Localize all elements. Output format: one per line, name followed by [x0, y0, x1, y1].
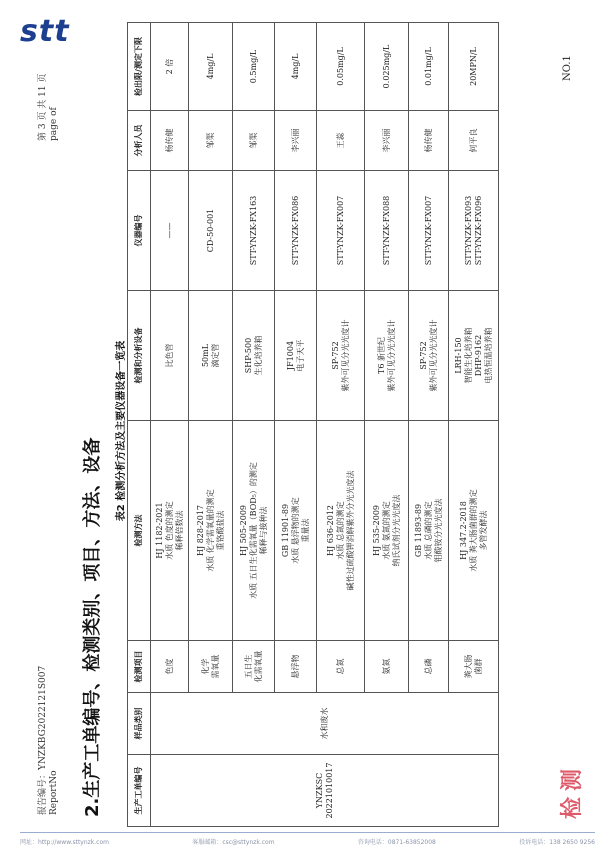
header-method: 检测方法 — [128, 421, 151, 641]
method-cell — [189, 421, 233, 641]
item-cell — [275, 641, 317, 693]
cell-line: 多管发酵法 — [478, 510, 488, 551]
page-footer — [20, 832, 595, 846]
item-cell — [317, 641, 365, 693]
table-caption: 表2 检测分析方法及主要仪器设备一览表 — [116, 340, 127, 522]
cell-line: 钼酸铵分光光度法 — [433, 498, 443, 563]
cell-line: 化需氧量 — [253, 650, 263, 683]
cell-line: —— — [164, 222, 174, 239]
analyst-cell: 李兴丽 — [275, 111, 317, 171]
page-info — [38, 74, 60, 141]
limit-cell: 2 倍 — [151, 23, 189, 111]
header-sample-type: 样品类别 — [128, 693, 151, 755]
cell-line: 电热恒温培养箱 — [483, 327, 493, 384]
cell-line: 比色管 — [164, 343, 174, 368]
limit-cell: 4mg/L — [189, 23, 233, 111]
method-cell — [275, 421, 317, 641]
instrument-cell — [275, 171, 317, 291]
method-cell — [233, 421, 275, 641]
cell-line: 水质 悬浮物的测定 — [290, 497, 300, 564]
cell-line: 滴定管 — [210, 343, 220, 368]
analyst-cell: 何平良 — [449, 111, 499, 171]
instrument-cell — [151, 171, 189, 291]
page-info-sub: page of — [49, 107, 59, 141]
report-number-label: 报告编号：YNZKBG2022121S007 — [38, 665, 48, 815]
limit-cell: 0.05mg/L — [317, 23, 365, 111]
cell-line: SP-752 — [330, 341, 340, 370]
cell-line: SHP-500 — [243, 337, 253, 374]
cell-line: 纳氏试剂分光光度法 — [391, 494, 401, 567]
stamp-mark: 检测 — [560, 762, 585, 819]
instrument-cell — [409, 171, 449, 291]
footer-complaint: 投诉电话：138 2650 9256 — [519, 839, 595, 846]
instrument-cell — [233, 171, 275, 291]
cell-line: HJ 535-2009 — [371, 504, 381, 557]
item-cell — [189, 641, 233, 693]
header-analyst: 分析人员 — [128, 111, 151, 171]
item-cell — [409, 641, 449, 693]
equipment-cell — [233, 291, 275, 421]
page-info-label: 第 3 页 共 11 页 — [38, 73, 48, 141]
cell-line: LRH-150 — [453, 337, 463, 374]
method-cell — [151, 421, 189, 641]
cell-line: GB 11901-89 — [280, 503, 290, 558]
cell-line: HJ 505-2009 — [238, 504, 248, 557]
cell-line: 氨氮 — [381, 658, 391, 675]
analyst-cell: 杨传健 — [151, 111, 189, 171]
header-item: 检测项目 — [128, 641, 151, 693]
cell-line: 粪大肠 — [463, 654, 473, 679]
cell-line: 悬浮物 — [290, 654, 300, 679]
header-equipment: 检测和分析设备 — [128, 291, 151, 421]
cell-line: 水质 五日生化需氧量（BOD₅）的测定 — [248, 462, 258, 599]
instrument-cell — [317, 171, 365, 291]
cell-line: HJ 636-2012 — [325, 504, 335, 557]
header-instrument-no: 仪器编号 — [128, 171, 151, 291]
header-order-no: 生产工单编号 — [128, 755, 151, 827]
cell-line: 化学 — [200, 658, 210, 675]
report-number-sub: ReportNo — [49, 770, 59, 815]
limit-cell: 0.025mg/L — [365, 23, 409, 111]
footer-email[interactable]: 客服邮箱：csc@sttynzk.com — [192, 839, 275, 846]
cell-line: 稀释与接种法 — [258, 506, 268, 555]
analyst-cell: 王蕊 — [317, 111, 365, 171]
cell-line: 20221010017 — [324, 762, 334, 819]
footer-website[interactable]: 网址：http://www.sttynzk.com — [20, 839, 109, 846]
header-limit: 检出限/测定下限 — [128, 23, 151, 111]
equipment-cell — [409, 291, 449, 421]
report-number — [38, 666, 60, 815]
limit-cell: 0.5mg/L — [233, 23, 275, 111]
item-cell — [449, 641, 499, 693]
limit-cell: 0.01mg/L — [409, 23, 449, 111]
cell-line: 水质 氨氮的测定 — [381, 501, 391, 560]
item-cell — [365, 641, 409, 693]
equipment-cell — [189, 291, 233, 421]
method-equipment-table — [127, 22, 499, 827]
cell-line: STT-YNZK-FX096 — [473, 195, 483, 266]
analyst-cell: 邹渠 — [189, 111, 233, 171]
cell-line: 紫外可见分光光度计 — [428, 319, 438, 392]
analyst-cell: 杨传健 — [409, 111, 449, 171]
method-cell — [449, 421, 499, 641]
sample-type-cell: 水和废水 — [151, 693, 499, 755]
cell-line: 水质 总磷的测定 — [423, 501, 433, 560]
footer-phone: 咨询电话：0871-63852008 — [357, 839, 436, 846]
equipment-cell — [151, 291, 189, 421]
cell-line: 生化培养箱 — [253, 335, 263, 376]
cell-line: 碱性过硫酸钾消解紫外分光光度法 — [345, 470, 355, 591]
cell-line: STT-YNZK-FX088 — [381, 195, 391, 266]
cell-line: 稀释倍数法 — [174, 510, 184, 551]
equipment-cell — [317, 291, 365, 421]
analyst-cell: 李兴丽 — [365, 111, 409, 171]
cell-line: 50mL — [200, 343, 210, 368]
cell-line: GB 11893-89 — [413, 503, 423, 558]
cell-line: HJ 828-2017 — [195, 504, 205, 557]
cell-line: 电子天平 — [295, 339, 305, 372]
instrument-cell — [449, 171, 499, 291]
instrument-cell — [365, 171, 409, 291]
order-number-cell — [151, 755, 499, 827]
cell-line: STT-YNZK-FX093 — [463, 195, 473, 266]
item-cell — [151, 641, 189, 693]
method-cell — [409, 421, 449, 641]
cell-line: 重量法 — [300, 518, 310, 543]
cell-line: STT-YNZK-FX086 — [290, 195, 300, 266]
table-row — [151, 23, 189, 827]
cell-line: 水质 化学需氧量的测定 — [205, 489, 215, 572]
cell-line: 智能生化培养箱 — [463, 327, 473, 384]
cell-line: 总氮 — [335, 658, 345, 675]
cell-line: 总磷 — [423, 658, 433, 675]
cell-line: 重铬酸盐法 — [215, 510, 225, 551]
cell-line: 紫外可见分光光度计 — [386, 319, 396, 392]
cell-line: 菌群 — [473, 658, 483, 675]
equipment-cell — [365, 291, 409, 421]
cell-line: 五日生 — [243, 654, 253, 679]
method-cell — [365, 421, 409, 641]
instrument-cell — [189, 171, 233, 291]
serial-number: NO.1 — [562, 55, 573, 81]
section-title: 2.生产工单编号、检测类别、项目、方法、设备 — [82, 437, 103, 817]
table-header-row — [128, 23, 151, 827]
company-logo: stt — [20, 14, 70, 49]
cell-line: HJ 347.2-2018 — [458, 501, 468, 560]
limit-cell: 4mg/L — [275, 23, 317, 111]
equipment-cell — [275, 291, 317, 421]
cell-line: SP-752 — [418, 341, 428, 370]
cell-line: CD-50-001 — [205, 208, 215, 253]
cell-line: 色度 — [164, 658, 174, 675]
cell-line: 水质 色度的测定 — [164, 501, 174, 560]
cell-line: 需氧量 — [210, 654, 220, 679]
cell-line: HJ 1182-2021 — [154, 502, 164, 559]
limit-cell: 20MPN/L — [449, 23, 499, 111]
equipment-cell — [449, 291, 499, 421]
cell-line: 水质 粪大肠菌群的测定 — [468, 489, 478, 572]
cell-line: YNZKSC — [314, 772, 324, 809]
cell-line: T6 新世纪 — [376, 337, 386, 374]
cell-line: STT-YNZK-FX007 — [335, 195, 345, 266]
item-cell — [233, 641, 275, 693]
method-cell — [317, 421, 365, 641]
analyst-cell: 邹渠 — [233, 111, 275, 171]
cell-line: 紫外可见分光光度计 — [340, 319, 350, 392]
cell-line: STT-YNZK-FX163 — [248, 195, 258, 266]
cell-line: DHP-9162 — [473, 334, 483, 377]
cell-line: 水质 总氮的测定 — [335, 501, 345, 560]
cell-line: JF1004 — [285, 340, 295, 371]
cell-line: STT-YNZK-FX007 — [423, 195, 433, 266]
